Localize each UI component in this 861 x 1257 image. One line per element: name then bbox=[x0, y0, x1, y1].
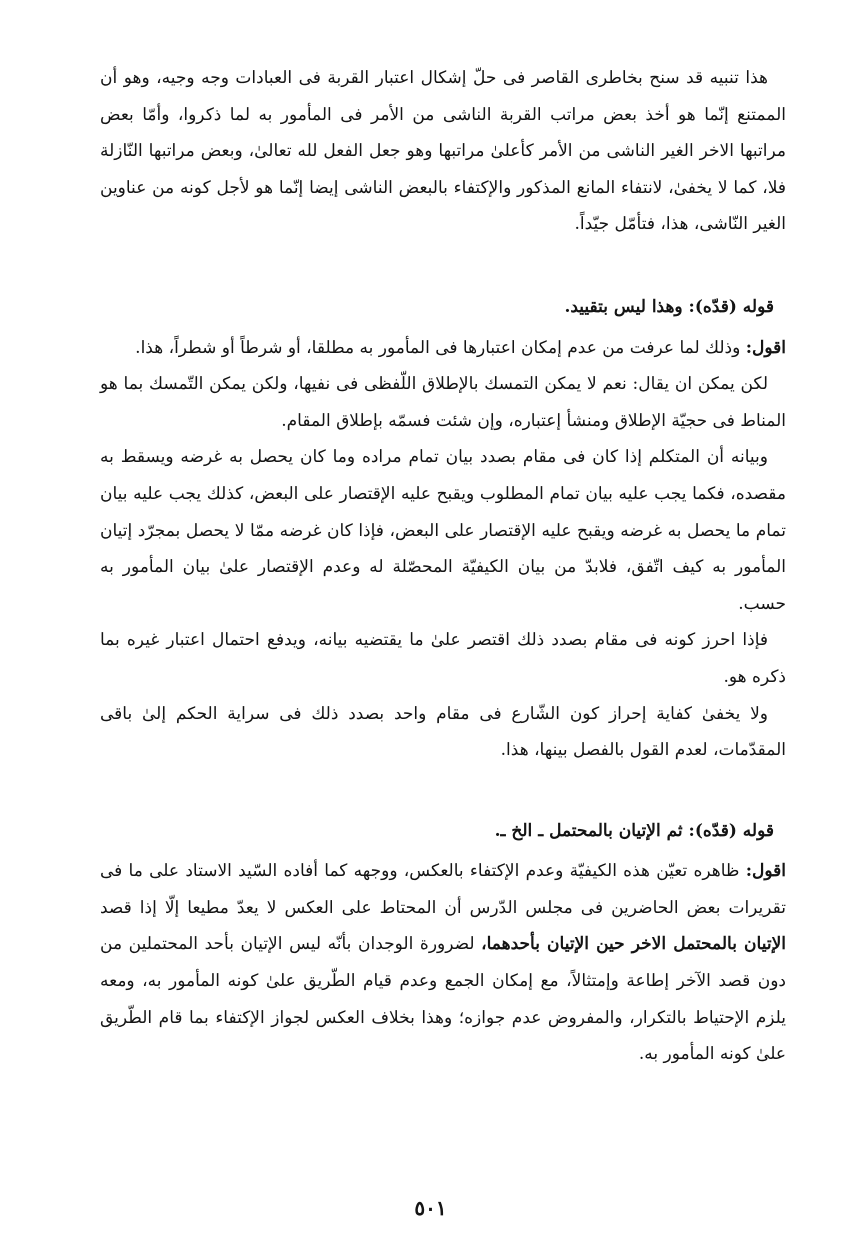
paragraph-wala-yakhfa: ولا يخفىٰ كفاية إحراز كون الشّارع فى مقام واحد بصدد ذلك فى سراية الحكم إلىٰ باقى المقدّمات، لعدم القول بالفصل بينها، هذا. bbox=[100, 703, 786, 761]
paragraph-aqul-2 bbox=[100, 853, 786, 1073]
aqul-text-emphasis: الإتيان بالمحتمل الاخر حين الإتيان بأحدهما، bbox=[481, 934, 786, 955]
aqul-label: اقول: bbox=[745, 861, 786, 882]
page-number: ٥٠١ bbox=[414, 1196, 447, 1220]
paragraph-lakin: لكن يمكن ان يقال: نعم لا يمكن التمسك بالإطلاق اللّفظى فى نفيها، ولكن يمكن التّمسك بما هو المناط فى حجيّة الإطلاق ومنشأ إعتباره، وإن شئت فسمّه بإطلاق المقام. bbox=[100, 374, 786, 431]
aqul-label: اقول: bbox=[745, 337, 786, 358]
aqul-text-part-a: ظاهره تعيّن هذه الكيفيّة وعدم الإكتفاء بالعكس، ووجهه كما أفاده السّيد الاستاد على ما فى تقريرات بعض الحاضرين فى مجلس الدّرس أن المحتاط على العكس لا يعدّ مطيعا إلّا إذا قصد bbox=[100, 861, 786, 918]
document-page bbox=[100, 60, 786, 1240]
heading-qawluhu-2: قوله (قدّه): ثم الإتيان بالمحتمل ـ الخ ـ. bbox=[494, 820, 774, 841]
paragraph-bayanuhu: وبيانه أن المتكلم إذا كان فى مقام بصدد بيان تمام مراده وما كان يحصل به غرضه ويسقط به مقصده، فكما يجب عليه بيان تمام المطلوب ويقبح عليه الإقتصار على البعض، كذلك يجب عليه بيان تمام ما يحصل به غرضه ويقبح عليه الإقتصار على البعض، فإذا كان غرضه ممّا لا يحصل بمجرّد إتيان المأمور به كيف اتّفق، فلابدّ من بيان الكيفيّة المحصّلة له وعدم الإقتصار علىٰ بيان المأمور به حسب. bbox=[100, 447, 786, 614]
paragraph-faidha: فإذا احرز كونه فى مقام بصدد ذلك اقتصر علىٰ ما يقتضيه بيانه، ويدفع احتمال اعتبار غيره بما ذكره هو. bbox=[100, 630, 786, 687]
aqul-text-part-c: لضرورة الوجدان بأنّه ليس الإتيان بأحد المحتملين من دون قصد الآخر إطاعة وإمتثالاً، مع إمكان الجمع وعدم قيام الطّريق علىٰ كونه المأمور به، ومعه يلزم الإحتياط بالتكرار، والمفروض عدم جوازه؛ وهذا بخلاف العكس لجواز الإكتفاء بما قام الطّريق علىٰ كونه المأمور به. bbox=[100, 934, 786, 1065]
paragraph-intro: هذا تنبيه قد سنح بخاطرى القاصر فى حلّ إشكال اعتبار القربة فى العبادات وجه وجيه، وهو أن الممتنع إنّما هو أخذ بعض مراتب القربة الناشى من الأمر فى المأمور به لما ذكروا، وأمّا بعض مراتبها الاخر الغير الناشى من الأمر كأعلىٰ مراتبها وهو جعل الفعل لله تعالىٰ، وبعض مراتبها النّازلة فلا، كما لا يخفىٰ، لانتفاء المانع المذكور والإكتفاء بالبعض الناشى إيضا إنّما هو لأجل كونه من عناوين الغير النّاشى، هذا، فتأمّل جيّداً. bbox=[100, 68, 786, 235]
paragraph-aqul-1 bbox=[100, 330, 786, 367]
heading-qawluhu-1: قوله (قدّه): وهذا ليس بتقييد. bbox=[564, 296, 774, 317]
aqul-text: وذلك لما عرفت من عدم إمكان اعتبارها فى المأمور به مطلقا، أو شرطاً أو شطراً، هذا. bbox=[135, 337, 741, 358]
